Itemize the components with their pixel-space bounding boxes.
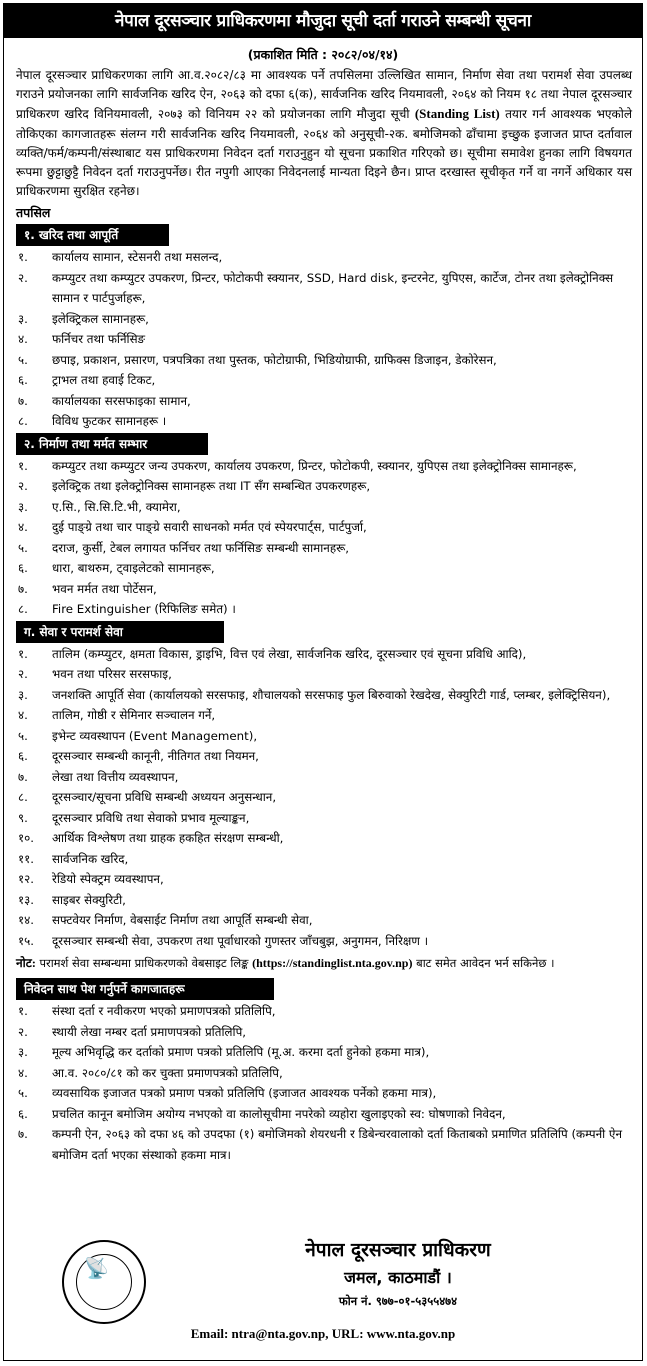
item-number: १. bbox=[18, 458, 28, 473]
list-item bbox=[4, 476, 642, 497]
list-item bbox=[4, 599, 642, 620]
item-number: ६. bbox=[18, 561, 28, 576]
list-item bbox=[4, 538, 642, 559]
item-number: १. bbox=[18, 1004, 28, 1019]
item-number: १२. bbox=[18, 872, 35, 887]
item-number: ७. bbox=[18, 393, 28, 408]
item-text: तालिम, गोष्ठी र सेमिनार सञ्चालन गर्ने, bbox=[52, 708, 216, 723]
note-text: परामर्श सेवा सम्बन्धमा प्राधिकरणको वेबसाइट लिङ्क bbox=[35, 956, 253, 971]
list-item bbox=[4, 828, 642, 849]
item-number: २. bbox=[18, 479, 28, 494]
list-item bbox=[4, 1063, 642, 1084]
list-item bbox=[4, 497, 642, 518]
documents-list bbox=[4, 1001, 642, 1165]
item-text: भवन मर्मत तथा पोर्टेसन, bbox=[52, 581, 157, 596]
item-number: ११. bbox=[18, 851, 35, 866]
item-text: कम्पनी ऐन, २०६३ को दफा ४६ को उपदफा (१) बमोजिमको शेयरधनी र डिबेन्चरवालाको दर्ता किताबको प्रमाणित प्रतिलिपि (कम्पनी ऐन बमोजिम दर्ता भएका संस्थाको हकमा मात्र। bbox=[52, 1127, 622, 1162]
item-text: कम्प्युटर तथा कम्प्युटर उपकरण, प्रिन्टर, फोटोकपी स्क्यानर, SSD, Hard disk, इन्टरनेट, युपिएस, कार्टेज, टोनर तथा इलेक्ट्रोनिक्स सामान र पार्टपुर्जाहरू, bbox=[52, 270, 614, 306]
item-text: इलेक्ट्रिक तथा इलेक्ट्रोनिक्स सामानहरू तथा IT सँग सम्बन्धित उपकरणहरू, bbox=[52, 479, 371, 494]
item-number: ९. bbox=[18, 810, 28, 825]
list-item bbox=[4, 268, 642, 309]
list-item bbox=[4, 1083, 642, 1104]
item-text: आर्थिक विश्लेषण तथा ग्राहक हकहित संरक्षण सम्बन्धी, bbox=[52, 831, 284, 846]
item-text: रेडियो स्पेक्ट्रम व्यवस्थापन, bbox=[52, 872, 164, 887]
item-text: लेखा तथा वित्तीय व्यवस्थापन, bbox=[52, 769, 179, 784]
item-number: ४. bbox=[18, 332, 28, 347]
list-item bbox=[4, 664, 642, 685]
footer-address: जमल, काठमाडौं । bbox=[344, 1268, 452, 1287]
item-number: ४. bbox=[18, 520, 28, 535]
list-item bbox=[4, 685, 642, 706]
list-item bbox=[4, 1042, 642, 1063]
list-item bbox=[4, 746, 642, 767]
note-after: बाट समेत आवेदन भर्न सकिनेछ । bbox=[412, 956, 555, 971]
item-text: दराज, कुर्सी, टेबल लगायत फर्निचर तथा फर्निसिङ सम्बन्धी सामानहरू, bbox=[52, 540, 349, 555]
item-text: आ.व. २०८०/८१ को कर चुक्ता प्रमाणपत्रको प्रतिलिपि, bbox=[52, 1065, 283, 1080]
procurement-list bbox=[4, 247, 642, 432]
item-text: तालिम (कम्प्युटर, क्षमता विकास, ड्राइभि, वित्त एवं लेखा, सार्वजनिक खरिद, दूरसञ्चार एवं सूचना प्रविधि आदि), bbox=[52, 646, 527, 661]
section-heading-procurement: १. खरिद तथा आपूर्ति bbox=[16, 224, 169, 246]
list-item bbox=[4, 411, 642, 432]
item-text: फर्निचर तथा फर्निसिङ bbox=[52, 332, 146, 347]
list-item bbox=[4, 1022, 642, 1043]
list-item bbox=[4, 517, 642, 538]
section-heading-services: ग. सेवा र परामर्श सेवा bbox=[16, 621, 224, 643]
list-item bbox=[4, 849, 642, 870]
list-item bbox=[4, 247, 642, 268]
item-text: सार्वजनिक खरिद, bbox=[52, 851, 129, 866]
item-text: प्रचलित कानून बमोजिम अयोग्य नभएको वा कालोसूचीमा नपरेको व्यहोरा खुलाइएको स्व: घोषणाको निवेदन, bbox=[52, 1106, 506, 1121]
item-number: ३. bbox=[18, 687, 28, 702]
item-number: ५. bbox=[18, 728, 28, 743]
tapasil-label: तपसिल bbox=[16, 205, 51, 221]
item-number: ५. bbox=[18, 540, 28, 555]
list-item bbox=[4, 910, 642, 931]
item-text: कार्यालयका सरसफाइका सामान, bbox=[52, 393, 191, 408]
notice-title: नेपाल दूरसञ्चार प्राधिकरणमा मौजुदा सूची दर्ता गराउने सम्बन्धी सूचना bbox=[4, 4, 642, 38]
item-number: ५. bbox=[18, 352, 28, 367]
services-list bbox=[4, 644, 642, 952]
item-number: ५. bbox=[18, 1086, 28, 1101]
list-item bbox=[4, 705, 642, 726]
list-item bbox=[4, 1001, 642, 1022]
item-text: भवन तथा परिसर सरसफाइ, bbox=[52, 667, 172, 682]
footer-email[interactable]: Email: ntra@nta.gov.np, URL: www.nta.gov.np bbox=[190, 1326, 456, 1341]
construction-list bbox=[4, 456, 642, 620]
antenna-icon: 📡 bbox=[84, 1256, 109, 1280]
item-number: ६. bbox=[18, 749, 28, 764]
intro-text-after: तयार गर्न आवश्यक भएकोले तोकिएका कागजातहरू संलग्न गरी सार्वजनिक खरिद नियमावली, २०६४ को अनुसूची-२क. बमोजिमको ढाँचामा इच्छुक इजाजत प्राप्त दर्तावाल व्यक्ति/फर्म/कम्पनी/संस्थाबाट यस प्राधिकरणमा निवेदन दर्ता गराउनुहुन यो सूचना प्रकाशित गरिएको छ। सूचीमा समावेश हुनका लागि विषयगत रूपमा छुट्टाछुट्टै निवेदन दर्ता गराउनुपर्नेछ। रीत नपुगी आएका निवेदनलाई मान्यता दिइने छैन। प्राप्त दरखास्त सूचीकृत गर्ने वा नगर्ने अधिकार यस प्राधिकरणमा सुरक्षित रहनेछ। bbox=[16, 107, 632, 199]
item-number: १. bbox=[18, 250, 28, 265]
item-text: दूरसञ्चार प्रविधि तथा सेवाको प्रभाव मूल्याङ्कन, bbox=[52, 810, 250, 825]
list-item bbox=[4, 329, 642, 350]
item-number: २. bbox=[18, 1024, 28, 1039]
item-text: दूरसञ्चार सम्बन्धी कानूनी, नीतिगत तथा नियमन, bbox=[52, 749, 259, 764]
list-item bbox=[4, 579, 642, 600]
item-number: ३. bbox=[18, 311, 28, 326]
item-number: ६. bbox=[18, 1106, 28, 1121]
item-text: संस्था दर्ता र नवीकरण भएको प्रमाणपत्रको प्रतिलिपि, bbox=[52, 1004, 276, 1019]
list-item bbox=[4, 456, 642, 477]
item-text: धारा, बाथरुम, ट्वाइलेटको सामानहरू, bbox=[52, 561, 215, 576]
note-link[interactable]: (https://standinglist.nta.gov.np) bbox=[252, 956, 413, 971]
item-text: विविध फुटकर सामानहरू । bbox=[52, 414, 167, 429]
item-number: ४. bbox=[18, 1065, 28, 1080]
item-number: १. bbox=[18, 646, 28, 661]
section-heading-construction: २. निर्माण तथा मर्मत सम्भार bbox=[16, 433, 208, 455]
item-text: स्थायी लेखा नम्बर दर्ता प्रमाणपत्रको प्रतिलिपि, bbox=[52, 1024, 247, 1039]
item-text: कम्प्युटर तथा कम्प्युटर जन्य उपकरण, कार्यालय उपकरण, प्रिन्टर, फोटोकपी, स्क्यानर, युपिएस तथा इलेक्ट्रोनिक्स सामानहरू, bbox=[52, 458, 577, 473]
item-text: दूरसञ्चार/सूचना प्रविधि सम्बन्धी अध्ययन अनुसन्धान, bbox=[52, 790, 277, 805]
item-text: दूरसञ्चार सम्बन्धी सेवा, उपकरण तथा पूर्वाधारको गुणस्तर जाँचबुझ, अनुगमन, निरिक्षण । bbox=[52, 933, 429, 948]
item-text: जनशक्ति आपूर्ति सेवा (कार्यालयको सरसफाइ, शौचालयको सरसफाइ फुल बिरुवाको रेखदेख, सेक्युरिटी गार्ड, प्लम्बर, इलेक्ट्रिसियन), bbox=[52, 687, 611, 702]
list-item bbox=[4, 370, 642, 391]
list-item bbox=[4, 309, 642, 330]
nta-seal-logo bbox=[62, 1240, 146, 1324]
item-text: Fire Extinguisher (रिफिलिङ समेत) । bbox=[52, 602, 236, 617]
item-number: ३. bbox=[18, 1045, 28, 1060]
list-item bbox=[4, 787, 642, 808]
item-text: दुई पाङ्ग्रे तथा चार पाङ्ग्रे सवारी साधनको मर्मत एवं स्पेयरपार्ट्स, पार्टपुर्जा, bbox=[52, 520, 367, 535]
list-item bbox=[4, 558, 642, 579]
note-line bbox=[4, 951, 642, 977]
list-item bbox=[4, 767, 642, 788]
footer bbox=[4, 1232, 642, 1360]
notice-page bbox=[3, 3, 643, 1361]
item-number: ७. bbox=[18, 1127, 28, 1142]
item-number: ७. bbox=[18, 581, 28, 596]
item-text: कार्यालय सामान, स्टेसनरी तथा मसलन्द, bbox=[52, 250, 223, 265]
list-item bbox=[4, 869, 642, 890]
item-number: १३. bbox=[18, 892, 35, 907]
item-number: ६. bbox=[18, 373, 28, 388]
item-text: मूल्य अभिवृद्धि कर दर्ताको प्रमाण पत्रको प्रतिलिपि (मू.अ. करमा दर्ता हुनेको हकमा मात्र), bbox=[52, 1045, 430, 1060]
section-heading-documents: निवेदन साथ पेश गर्नुपर्ने कागजातहरू bbox=[16, 978, 274, 1000]
intro-text-before: नेपाल दूरसञ्चार प्राधिकरणका लागि आ.व.२०८२/८३ मा आवश्यक पर्ने तपसिलमा उल्लिखित सामान, निर्माण सेवा तथा परामर्श सेवा उपलब्ध गराउने प्रयोजनका लागि सार्वजनिक खरिद ऐन, २०६३ को दफा ६(क), सार्वजनिक खरिद नियमावली, २०६४ को नियम १८ तथा नेपाल दूरसञ्चार प्राधिकरण खरिद विनियमावली, २०७३ को विनियम २२ को प्रयोजनका लागि मौजुदा सूची bbox=[16, 68, 632, 122]
item-text: सफ्टवेयर निर्माण, वेबसाईट निर्माण तथा आपूर्ति सम्बन्धी सेवा, bbox=[52, 913, 313, 928]
item-text: इलेक्ट्रिकल सामानहरू, bbox=[52, 311, 149, 326]
item-number: ८. bbox=[18, 790, 28, 805]
item-text: इभेन्ट व्यवस्थापन (Event Management), bbox=[52, 728, 258, 743]
note-label: नोट: bbox=[16, 956, 36, 971]
list-item bbox=[4, 1124, 642, 1165]
intro-bold-term: (Standing List) bbox=[414, 106, 500, 122]
item-number: २. bbox=[18, 667, 28, 682]
item-number: १०. bbox=[18, 831, 35, 846]
item-number: ४. bbox=[18, 708, 28, 723]
item-text: साइबर सेक्युरिटी, bbox=[52, 892, 126, 907]
item-text: ए.सि., सि.सि.टि.भी, क्यामेरा, bbox=[52, 499, 181, 514]
list-item bbox=[4, 808, 642, 829]
item-number: १५. bbox=[18, 933, 35, 948]
item-number: १४. bbox=[18, 913, 35, 928]
intro-paragraph bbox=[4, 66, 642, 201]
list-item bbox=[4, 391, 642, 412]
item-number: ८. bbox=[18, 602, 28, 617]
list-item bbox=[4, 931, 642, 952]
list-item bbox=[4, 1104, 642, 1125]
item-number: ८. bbox=[18, 414, 28, 429]
footer-phone: फोन नं. ९७७-०१-५३५५४७४ bbox=[338, 1294, 458, 1308]
list-item bbox=[4, 350, 642, 371]
footer-org-name: नेपाल दूरसञ्चार प्राधिकरण bbox=[305, 1239, 491, 1261]
item-number: ७. bbox=[18, 769, 28, 784]
item-text: ट्राभल तथा हवाई टिकट, bbox=[52, 373, 156, 388]
item-text: छपाइ, प्रकाशन, प्रसारण, पत्रपत्रिका तथा पुस्तक, फोटोग्राफी, भिडियोग्राफी, ग्राफिक्स डिजाइन, डेकोरेसन, bbox=[52, 352, 497, 367]
published-date: (प्रकाशित मिति : २०८२/०४/१४) bbox=[247, 47, 399, 62]
item-number: २. bbox=[18, 270, 28, 285]
list-item bbox=[4, 890, 642, 911]
item-number: ३. bbox=[18, 499, 28, 514]
item-text: व्यवसायिक इजाजत पत्रको प्रमाण पत्रको प्रतिलिपि (इजाजत आवश्यक पर्नेको हकमा मात्र), bbox=[52, 1086, 437, 1101]
list-item bbox=[4, 726, 642, 747]
list-item bbox=[4, 644, 642, 665]
